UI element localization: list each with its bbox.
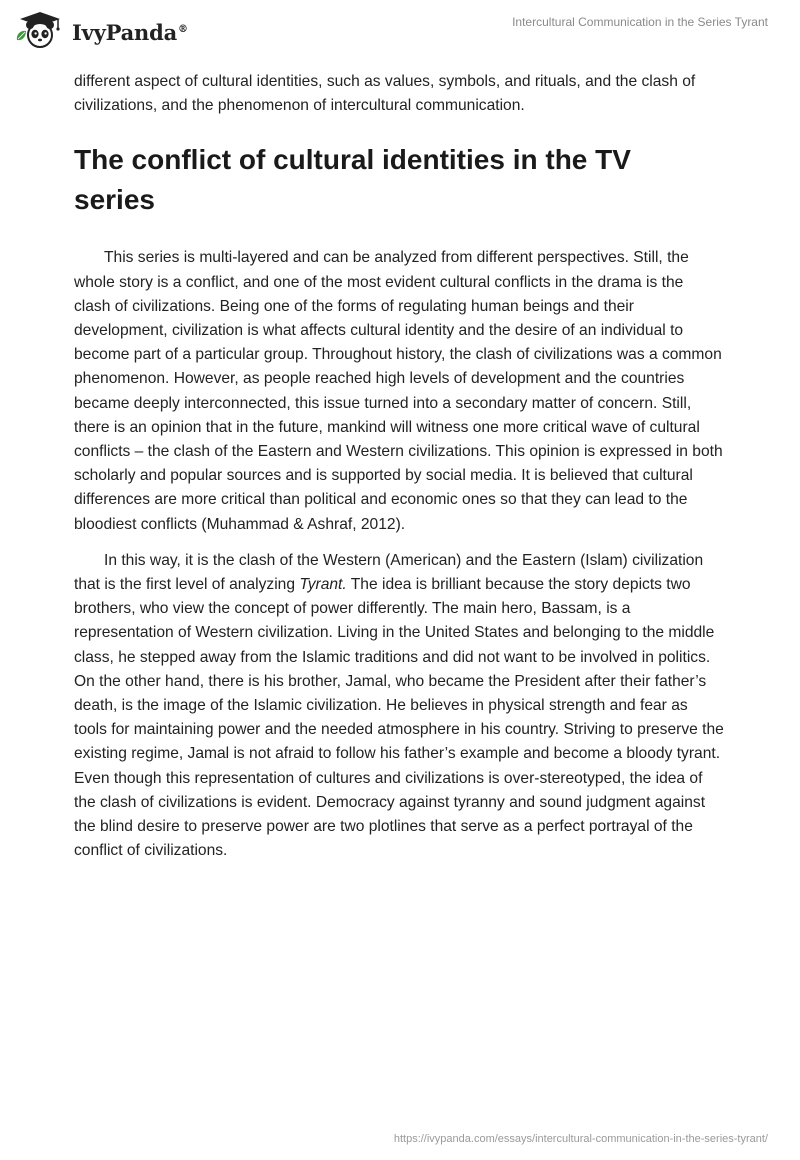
essay-content — [74, 70, 724, 875]
intro-continuation-paragraph: different aspect of cultural identities, such as values, symbols, and rituals, and the clash of civilizations, and the phenomenon of intercultural communication. — [74, 73, 696, 115]
registered-mark: ® — [178, 23, 188, 35]
paragraph-2-text-before: In this way, it is the clash of the Western (American) and the Eastern (Islam) civilization that is the first level of analyzing — [74, 551, 704, 594]
ivypanda-logo[interactable] — [14, 10, 188, 50]
paragraph-2-text-after: The idea is brilliant because the story depicts two brothers, who view the concept of power differently. The main hero, Bassam, is a representation of Western civilization. Living in the United States and belonging to the middle class, he stepped away from the Islamic traditions and did not want to be involved in politics. On the other hand, there is his brother, Jamal, who became the President after their father’s death, is the image of the Islamic civilization. He believes in physical strength and fear as tools for maintaining power and the needed atmosphere in his country. Striving to preserve the existing regime, Jamal is not afraid to follow his father’s example and become a bloody tyrant. Even though this representation of cultures and civilizations is over-stereotyped, the idea of the clash of civilizations is evident. Democracy against tyranny and sound judgment against the blind desire to preserve power are two plotlines that serve as a perfect portrayal of the conflict of civilizations. — [74, 576, 724, 860]
document-title: Intercultural Communication in the Series Tyrant — [512, 15, 768, 29]
body-paragraph-2 — [74, 549, 724, 864]
body-paragraph-1: This series is multi-layered and can be analyzed from different perspectives. Still, the whole story is a conflict, and one of the most evident cultural conflicts in the drama is the clash of civilizations. Being one of the forms of regulating human beings and their development, civilization is what affects cultural identity and the desire of an individual to become part of a particular group. Throughout history, the clash of civilizations was a common phenomenon. However, as people reached high levels of development and the countries became deeply interconnected, this issue turned into a secondary matter of concern. Still, there is an opinion that in the future, mankind will witness one more critical wave of cultural conflicts – the clash of the Eastern and Western civilizations. This opinion is expressed in both scholarly and popular sources and is supported by social media. It is believed that cultural differences are more critical than political and economic ones so that they can lead to the bloodiest conflicts (Muhammad & Ashraf, 2012). — [74, 249, 723, 533]
brand-name: IvyPanda® — [72, 19, 188, 45]
source-url[interactable]: https://ivypanda.com/essays/intercultural-communication-in-the-series-tyrant/ — [393, 1133, 768, 1145]
tyrant-title-italic: Tyrant. — [299, 576, 347, 594]
page-header — [0, 0, 800, 60]
section-heading: The conflict of cultural identities in the TV series — [74, 144, 631, 216]
panda-graduate-icon — [14, 10, 66, 50]
